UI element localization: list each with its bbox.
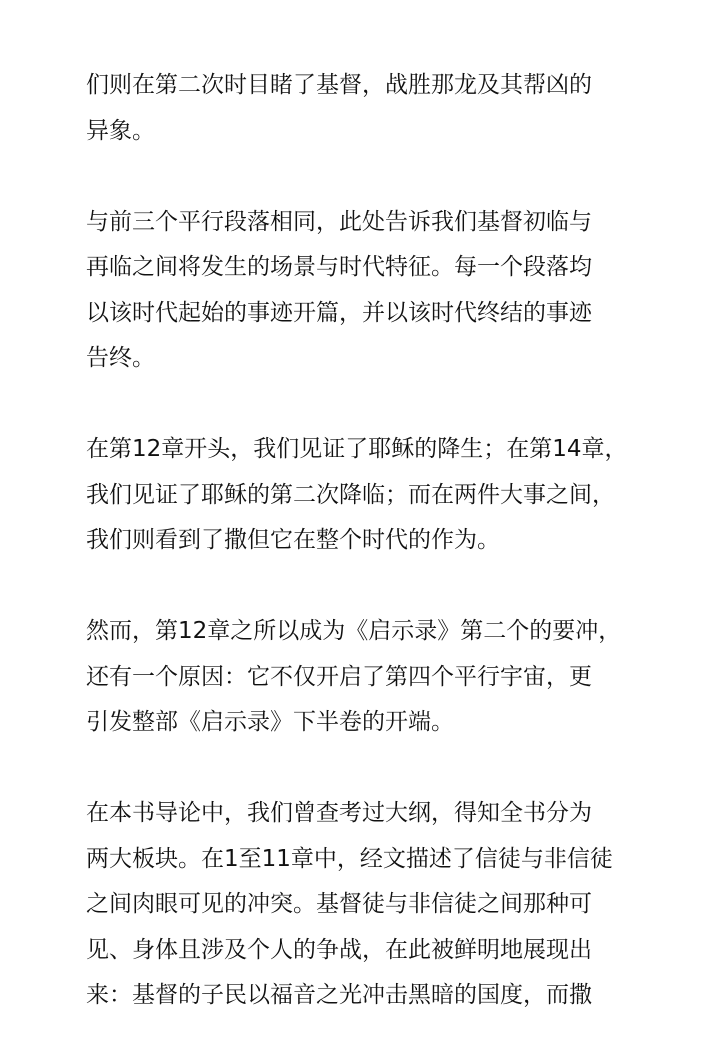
paragraph-5: [86, 791, 646, 1019]
paragraph-4: [86, 609, 646, 746]
text-line: 我们则看到了撒但它在整个时代的作为。: [86, 527, 500, 553]
paragraph-3: [86, 427, 646, 564]
paragraph-1: [86, 63, 646, 154]
text-line: 与前三个平行段落相同，此处告诉我们基督初临与: [86, 208, 592, 235]
text-line: 以该时代起始的事迹开篇，并以该时代终结的事迹: [86, 299, 592, 326]
text-line: 然而，第12章之所以成为《启示录》第二个的要冲，: [86, 618, 622, 644]
text-line: 我们见证了耶稣的第二次降临；而在两件大事之间，: [86, 481, 615, 508]
text-line: 引发整部《启示录》下半卷的开端。: [86, 709, 454, 735]
text-line: 再临之间将发生的场景与时代特征。每一个段落均: [86, 254, 592, 280]
paragraph-2: [86, 200, 646, 382]
text-line: 们则在第二次时目睹了基督，战胜那龙及其帮凶的: [86, 72, 592, 98]
text-line: 异象。: [86, 117, 155, 144]
text-line: 还有一个原因：它不仅开启了第四个平行宇宙，更: [86, 663, 592, 690]
text-line: 告终。: [86, 345, 155, 371]
text-line: 在第12章开头，我们见证了耶稣的降生；在第14章，: [86, 436, 628, 462]
text-line: 见、身体且涉及个人的争战，在此被鲜明地展现出: [86, 936, 592, 963]
text-line: 在本书导论中，我们曾查考过大纲，得知全书分为: [86, 800, 592, 826]
text-line: 两大板块。在1至11章中，经文描述了信徒与非信徒: [86, 845, 613, 872]
text-line: 来：基督的子民以福音之光冲击黑暗的国度，而撒: [86, 982, 592, 1008]
text-line: 之间肉眼可见的冲突。基督徒与非信徒之间那种可: [86, 891, 592, 917]
document-page: [86, 63, 646, 1064]
